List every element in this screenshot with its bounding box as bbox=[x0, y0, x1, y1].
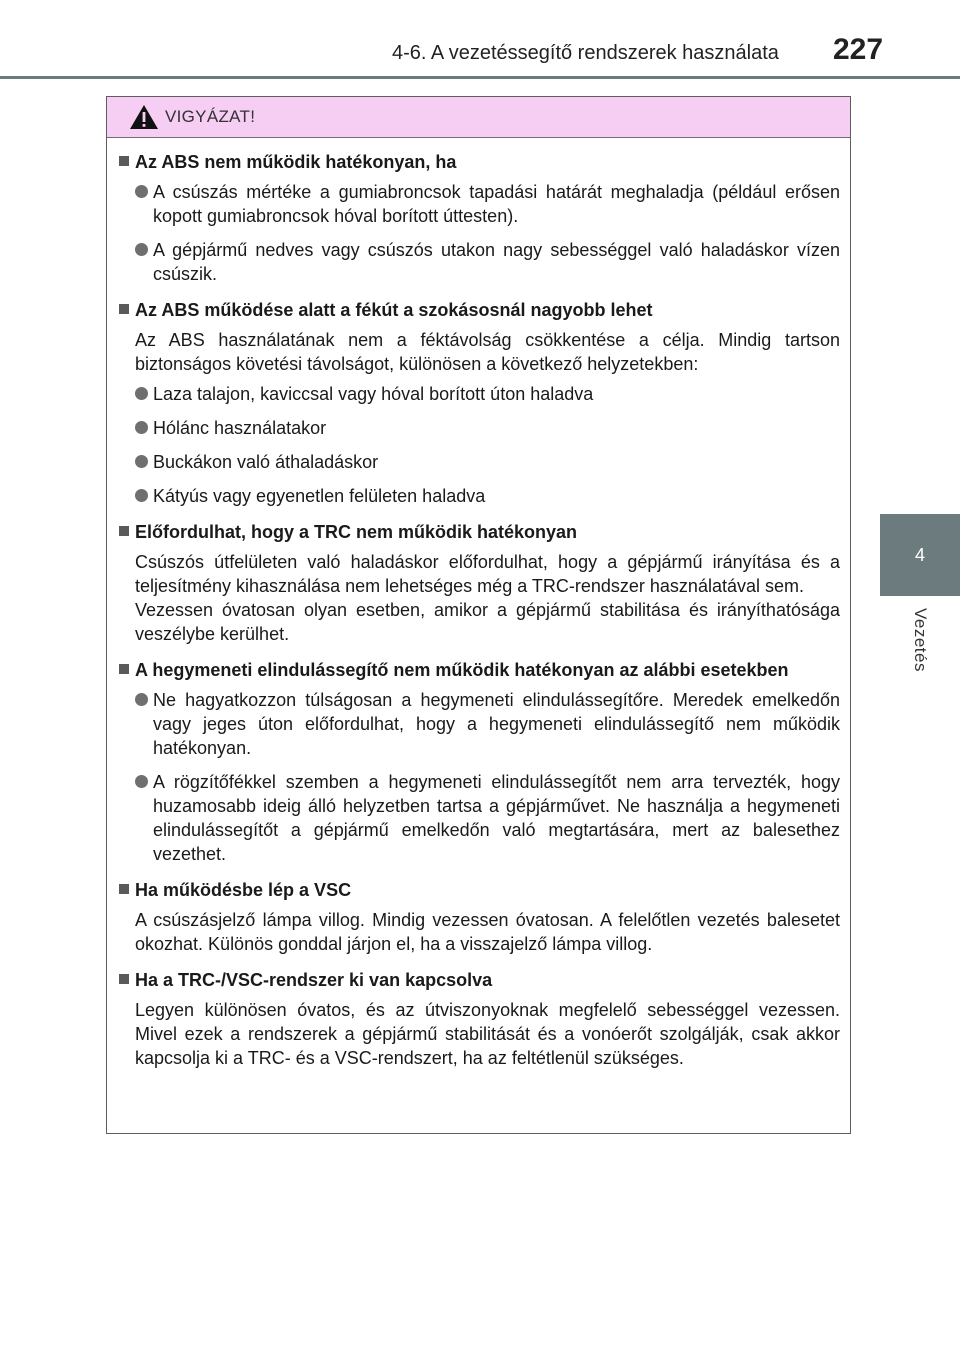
paragraph-line-1: Csúszós útfelületen való haladáskor előfordulhat, hogy a gépjármű irányítása és a teljesítmény kihasználása nem lehetséges még a TRC-rendszer használatával sem. bbox=[135, 552, 840, 596]
warning-header bbox=[107, 97, 850, 138]
chapter-tab bbox=[880, 514, 960, 596]
section-trc bbox=[119, 520, 840, 646]
section-trc-vsc-off bbox=[119, 968, 840, 1070]
section-heading-text: Az ABS nem működik hatékonyan, ha bbox=[135, 152, 457, 172]
warning-triangle-icon bbox=[129, 104, 159, 130]
section-heading-text: Ha a TRC-/VSC-rendszer ki van kapcsolva bbox=[135, 970, 493, 990]
section-heading-text: A hegymeneti elindulássegítő nem működik hatékonyan az alábbi esetekben bbox=[135, 660, 789, 680]
section-abs-ineffective bbox=[119, 150, 840, 286]
bullet-list bbox=[119, 688, 840, 866]
circle-bullet-icon bbox=[135, 185, 148, 198]
list-item-text: Ne hagyatkozzon túlságosan a hegymeneti elindulássegítőre. Meredek emelkedőn vagy jeges úton előfordulhat, hogy a hegymeneti elindulássegítő nem működik hatékonyan. bbox=[153, 690, 840, 758]
list-item bbox=[119, 382, 840, 406]
list-item bbox=[119, 484, 840, 508]
section-paragraph: Az ABS használatának nem a féktávolság csökkentése a célja. Mindig tartson biztonságos követési távolságot, különösen a következő helyzetekben: bbox=[135, 330, 840, 374]
section-heading bbox=[119, 658, 840, 682]
circle-bullet-icon bbox=[135, 421, 148, 434]
list-item bbox=[119, 450, 840, 474]
section-paragraph: A csúszásjelző lámpa villog. Mindig vezessen óvatosan. A felelőtlen vezetés balesetet okozhat. Különös gonddal járjon el, ha a visszajelző lámpa villog. bbox=[135, 910, 840, 954]
chapter-label-area bbox=[880, 600, 960, 720]
square-bullet-icon bbox=[119, 304, 129, 314]
list-item bbox=[119, 180, 840, 228]
list-item-text: A gépjármű nedves vagy csúszós utakon nagy sebességgel való haladáskor vízen csúszik. bbox=[153, 240, 840, 284]
section-heading-text: Az ABS működése alatt a fékút a szokásosnál nagyobb lehet bbox=[135, 300, 653, 320]
square-bullet-icon bbox=[119, 526, 129, 536]
section-heading bbox=[119, 878, 840, 902]
page-header bbox=[0, 0, 960, 82]
section-heading bbox=[119, 968, 840, 992]
bullet-list bbox=[119, 180, 840, 286]
circle-bullet-icon bbox=[135, 693, 148, 706]
section-vsc-active bbox=[119, 878, 840, 956]
circle-bullet-icon bbox=[135, 775, 148, 788]
section-heading bbox=[119, 150, 840, 174]
chapter-label: Vezetés bbox=[911, 608, 930, 672]
list-item bbox=[119, 416, 840, 440]
list-item-text: Hólánc használatakor bbox=[153, 418, 327, 438]
list-item-text: A csúszás mértéke a gumiabroncsok tapadási határát meghaladja (például erősen kopott gumiabroncsok hóval borított úttesten). bbox=[153, 182, 840, 226]
circle-bullet-icon bbox=[135, 489, 148, 502]
list-item bbox=[119, 688, 840, 760]
circle-bullet-icon bbox=[135, 455, 148, 468]
section-heading bbox=[119, 520, 840, 544]
section-hill-start-assist bbox=[119, 658, 840, 866]
list-item bbox=[119, 238, 840, 286]
header-rule bbox=[0, 76, 960, 79]
circle-bullet-icon bbox=[135, 243, 148, 256]
section-abs-braking-distance bbox=[119, 298, 840, 508]
warning-box bbox=[106, 96, 851, 1134]
warning-title: VIGYÁZAT! bbox=[165, 107, 256, 126]
section-heading-text: Ha működésbe lép a VSC bbox=[135, 880, 352, 900]
section-title: 4-6. A vezetéssegítő rendszerek használata bbox=[392, 42, 779, 64]
circle-bullet-icon bbox=[135, 387, 148, 400]
section-paragraph: Legyen különösen óvatos, és az útviszonyoknak megfelelő sebességgel vezessen. Mivel ezek a rendszerek a gépjármű stabilitását és a vonóerőt szolgálják, csak akkor kapcsolja ki a TRC- és a VSC-rendszert, ha az feltétlenül szükséges. bbox=[135, 1000, 840, 1068]
list-item-text: Laza talajon, kaviccsal vagy hóval borított úton haladva bbox=[153, 384, 594, 404]
bullet-list bbox=[119, 382, 840, 508]
list-item-text: A rögzítőfékkel szemben a hegymeneti elindulássegítőt nem arra tervezték, hogy huzamosabb ideig álló helyzetben tartsa a gépjárművet. Ne használja a hegymeneti elindulássegítőt a gépjármű emelkedőn való megtartására, mert az balesethez vezethet. bbox=[153, 772, 840, 864]
list-item-text: Kátyús vagy egyenetlen felületen haladva bbox=[153, 486, 486, 506]
square-bullet-icon bbox=[119, 664, 129, 674]
section-heading-text: Előfordulhat, hogy a TRC nem működik hatékonyan bbox=[135, 522, 578, 542]
list-item-text: Buckákon való áthaladáskor bbox=[153, 452, 379, 472]
chapter-number: 4 bbox=[914, 544, 925, 565]
square-bullet-icon bbox=[119, 974, 129, 984]
section-heading bbox=[119, 298, 840, 322]
paragraph-line-2: Vezessen óvatosan olyan esetben, amikor a gépjármű stabilitása és irányíthatósága veszélybe kerülhet. bbox=[135, 600, 840, 644]
square-bullet-icon bbox=[119, 884, 129, 894]
square-bullet-icon bbox=[119, 156, 129, 166]
list-item bbox=[119, 770, 840, 866]
warning-body bbox=[107, 138, 850, 1070]
section-paragraph bbox=[119, 550, 840, 646]
page-number: 227 bbox=[833, 33, 884, 66]
